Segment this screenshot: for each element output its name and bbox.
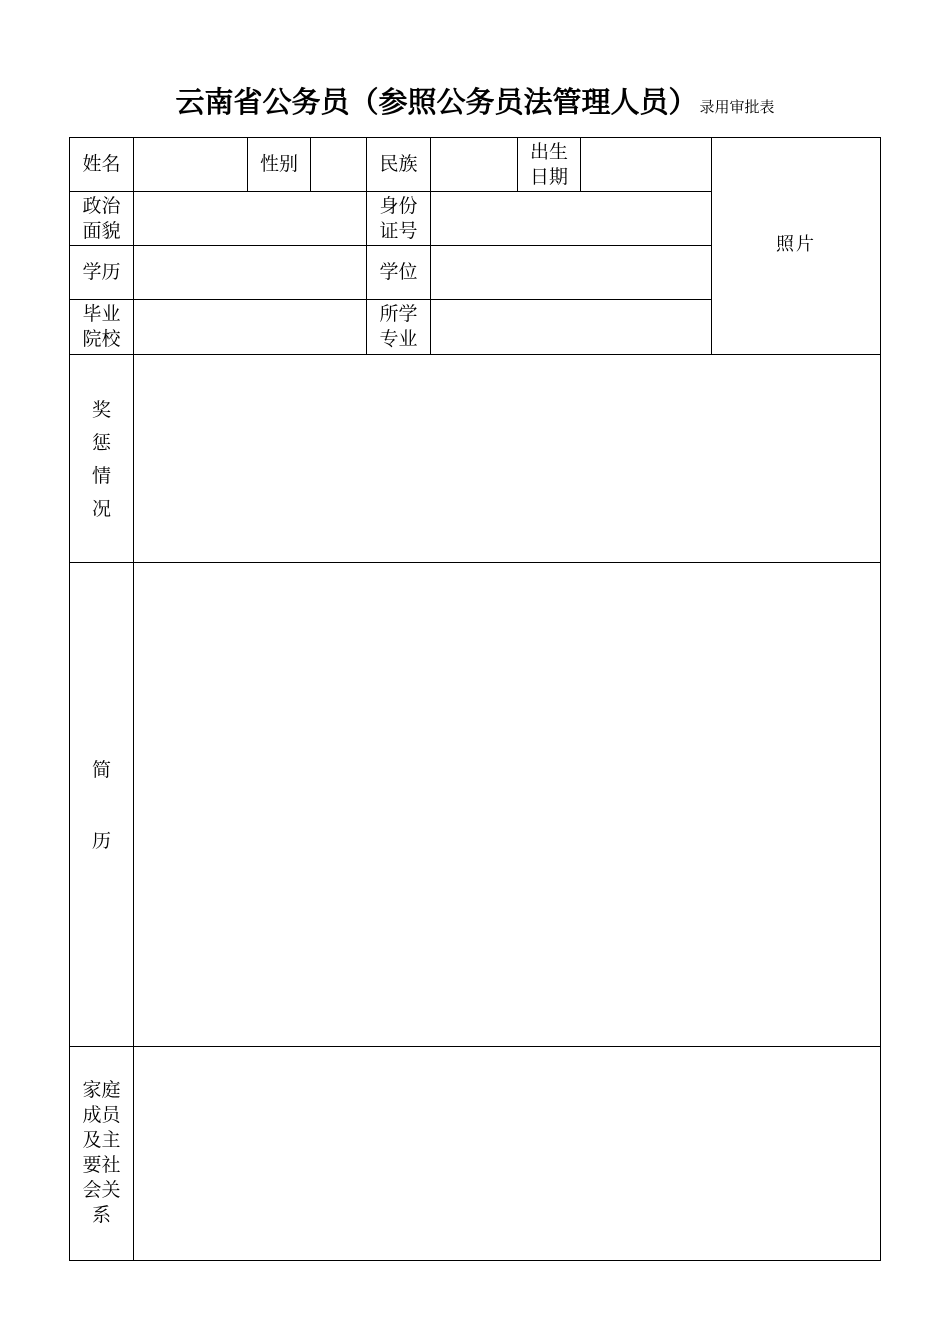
family-label-line3: 及主 bbox=[82, 1129, 121, 1151]
awards-label-char2: 惩 bbox=[91, 432, 111, 454]
family-label-line2: 成员 bbox=[82, 1104, 121, 1126]
major-label-line2: 专业 bbox=[379, 328, 418, 350]
school-label-line2: 院校 bbox=[82, 328, 121, 350]
ethnicity-label: 民族 bbox=[379, 153, 418, 175]
resume-label bbox=[69, 758, 134, 854]
resume-field[interactable] bbox=[134, 563, 880, 1046]
name-field[interactable] bbox=[134, 138, 247, 191]
degree-field[interactable] bbox=[431, 246, 711, 299]
awards-label-char4: 况 bbox=[91, 498, 111, 520]
awards-field[interactable] bbox=[134, 355, 880, 562]
resume-label-char2: 历 bbox=[91, 830, 111, 852]
awards-label bbox=[69, 394, 134, 526]
id-number-label-line1: 身份 bbox=[379, 194, 418, 217]
family-label-line6: 系 bbox=[91, 1204, 111, 1226]
birth-date-label-line1: 出生 bbox=[529, 140, 568, 163]
education-field[interactable] bbox=[134, 246, 366, 299]
family-label-line1: 家庭 bbox=[82, 1079, 121, 1101]
gender-label: 性别 bbox=[259, 153, 298, 175]
political-label-line2: 面貌 bbox=[82, 219, 121, 242]
gender-field[interactable] bbox=[311, 138, 366, 191]
school-label-line1: 毕业 bbox=[82, 303, 121, 325]
degree-label: 学位 bbox=[379, 261, 418, 283]
political-field[interactable] bbox=[134, 192, 366, 245]
form-title bbox=[0, 80, 950, 121]
awards-label-char3: 情 bbox=[91, 465, 111, 487]
birth-date-label bbox=[517, 137, 581, 192]
education-label: 学历 bbox=[82, 261, 121, 283]
resume-label-char1: 简 bbox=[91, 759, 111, 781]
school-label bbox=[69, 299, 134, 355]
ethnicity-field[interactable] bbox=[431, 138, 517, 191]
name-label: 姓名 bbox=[82, 153, 121, 175]
family-label-line5: 会关 bbox=[82, 1179, 121, 1201]
id-number-field[interactable] bbox=[431, 192, 711, 245]
family-field[interactable] bbox=[134, 1047, 880, 1260]
birth-date-field[interactable] bbox=[581, 138, 711, 191]
major-label bbox=[366, 299, 431, 355]
form-title-sub: 录用审批表 bbox=[699, 98, 775, 116]
id-number-label-line2: 证号 bbox=[379, 219, 418, 242]
major-field[interactable] bbox=[431, 300, 711, 354]
id-number-label bbox=[366, 191, 431, 246]
family-label-line4: 要社 bbox=[82, 1154, 121, 1176]
birth-date-label-line2: 日期 bbox=[529, 165, 568, 188]
political-label bbox=[69, 191, 134, 246]
form-title-main: 云南省公务员（参照公务员法管理人员） bbox=[175, 85, 698, 119]
major-label-line1: 所学 bbox=[379, 303, 418, 325]
photo-label: 照片 bbox=[776, 234, 816, 255]
school-field[interactable] bbox=[134, 300, 366, 354]
family-label bbox=[69, 1077, 134, 1229]
political-label-line1: 政治 bbox=[82, 194, 121, 217]
awards-label-char1: 奖 bbox=[91, 399, 111, 421]
